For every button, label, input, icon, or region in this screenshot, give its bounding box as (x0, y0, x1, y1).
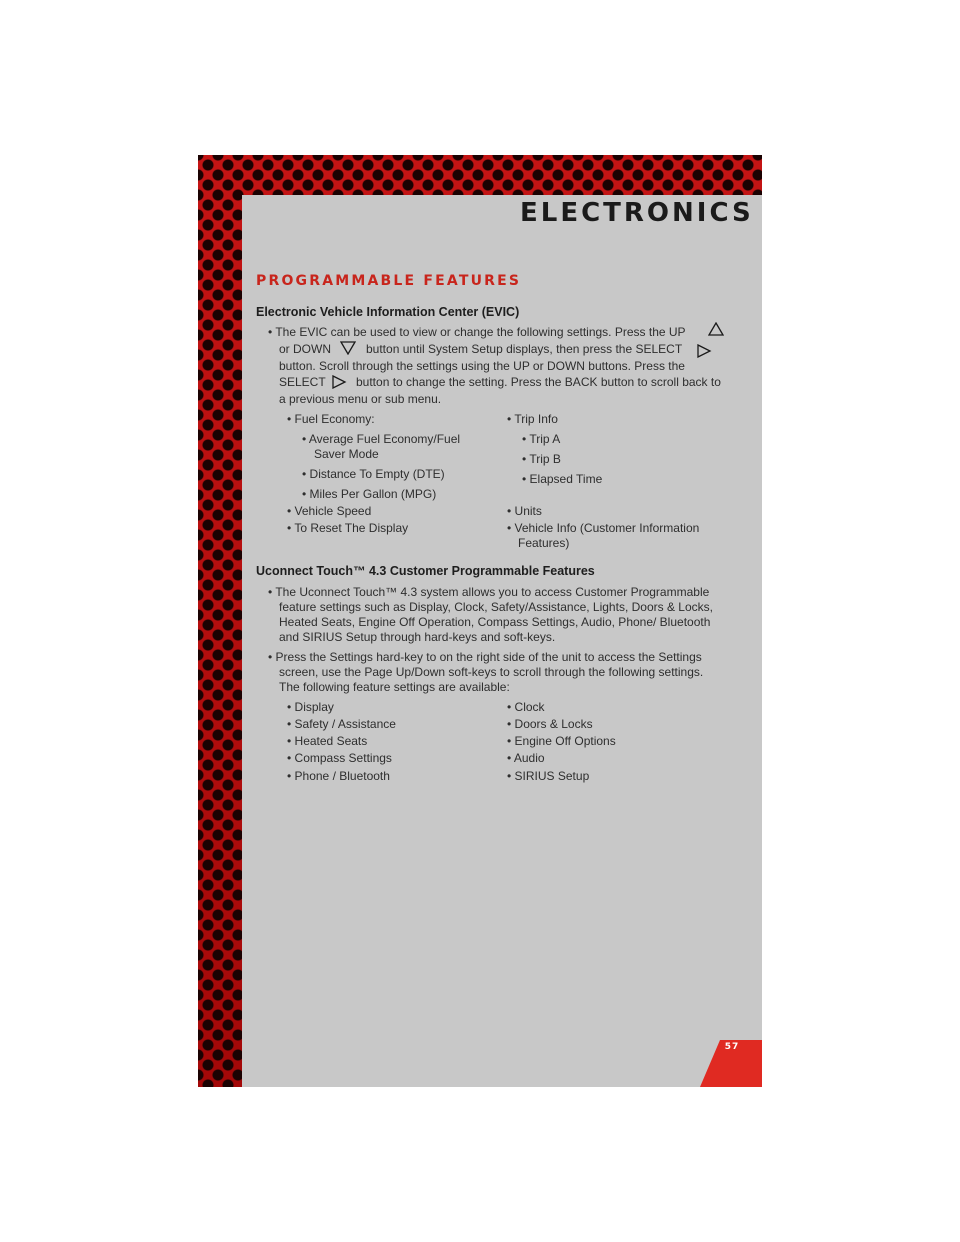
list-item: • To Reset The Display (287, 521, 409, 535)
list-item: • Audio (507, 751, 545, 765)
up-arrow-icon (708, 322, 724, 336)
uconnect-text: • Press the Settings hard-key to on the right side of the unit to access the Settings (268, 650, 702, 664)
list-item: • Vehicle Speed (287, 504, 372, 518)
list-item: • Compass Settings (287, 751, 392, 765)
list-item: • Trip B (522, 452, 561, 466)
list-item: • Fuel Economy: (287, 412, 375, 426)
right-arrow-icon (696, 344, 712, 358)
list-item: • Trip Info (507, 412, 558, 426)
uconnect-text: feature settings such as Display, Clock, Safety/Assistance, Lights, Doors & Locks, (279, 600, 713, 614)
uconnect-text: and SIRIUS Setup through hard-keys and soft-keys. (279, 630, 556, 644)
list-item: • Vehicle Info (Customer Information (507, 521, 700, 535)
section-title: PROGRAMMABLE FEATURES (256, 273, 522, 289)
evic-text-line4a: SELECT (279, 375, 326, 389)
list-item: • Elapsed Time (522, 472, 603, 486)
evic-text-line1: • The EVIC can be used to view or change the following settings. Press the UP (268, 325, 686, 339)
evic-text-line2a: or DOWN (279, 342, 331, 356)
list-item: • Trip A (522, 432, 561, 446)
evic-text-line3: button. Scroll through the settings using the UP or DOWN buttons. Press the (279, 359, 685, 373)
uconnect-text: Heated Seats, Engine Off Operation, Compass Settings, Audio, Phone/ Bluetooth (279, 615, 711, 629)
list-item: • Units (507, 504, 542, 518)
evic-text-line5: a previous menu or sub menu. (279, 392, 442, 406)
list-item: • Display (287, 700, 334, 714)
list-item: • Distance To Empty (DTE) (302, 467, 445, 481)
list-item: • Safety / Assistance (287, 717, 396, 731)
list-item: Features) (518, 536, 570, 550)
uconnect-text: The following feature settings are available: (279, 680, 510, 694)
list-item: • Miles Per Gallon (MPG) (302, 487, 437, 501)
uconnect-heading: Uconnect Touch™ 4.3 Customer Programmable Features (256, 564, 595, 578)
list-item: • Engine Off Options (507, 734, 616, 748)
list-item: • Average Fuel Economy/Fuel (302, 432, 461, 446)
right-arrow-icon (331, 375, 347, 389)
list-item: • SIRIUS Setup (507, 769, 590, 783)
uconnect-text: screen, use the Page Up/Down soft-keys to scroll through the following settings. (279, 665, 704, 679)
uconnect-text: • The Uconnect Touch™ 4.3 system allows you to access Customer Programmable (268, 585, 710, 599)
evic-text-line4b: button to change the setting. Press the BACK button to scroll back to (356, 375, 721, 389)
evic-heading: Electronic Vehicle Information Center (EVIC) (256, 305, 520, 319)
section-header: ELECTRONICS (520, 198, 754, 228)
down-arrow-icon (340, 341, 356, 355)
list-item: Saver Mode (314, 447, 379, 461)
list-item: • Phone / Bluetooth (287, 769, 390, 783)
list-item: • Doors & Locks (507, 717, 593, 731)
page-number: 57 (724, 1042, 740, 1052)
list-item: • Clock (507, 700, 545, 714)
evic-text-line2b: button until System Setup displays, then press the SELECT (366, 342, 683, 356)
list-item: • Heated Seats (287, 734, 368, 748)
